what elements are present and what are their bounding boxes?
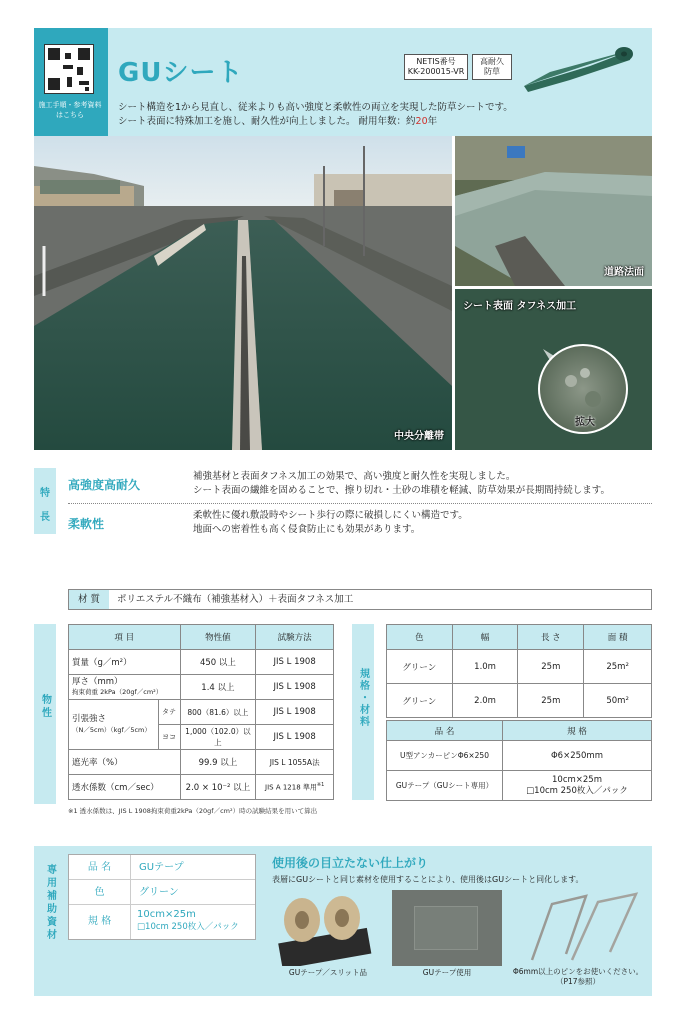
accessory-row-spec: 規 格 10cm×25m □10cm 250枚入／パック bbox=[69, 905, 255, 939]
median-label: 中央分離帯 bbox=[394, 431, 444, 442]
accessory-table bbox=[68, 854, 256, 940]
table-row: 厚さ（mm） 拘束荷重 2kPa（20gf／cm²） 1.4 以上 JIS L 1908 bbox=[69, 675, 334, 700]
page-title: GUシート bbox=[118, 58, 244, 88]
table-row: GUテープ（GUシート専用） 10cm×25m □10cm 250枚入／パック bbox=[387, 771, 652, 801]
specs-side-label: 規格・材料 bbox=[352, 624, 374, 800]
durability-badge: 高耐久防草 bbox=[472, 54, 512, 80]
physical-side-label: 物性 bbox=[34, 624, 56, 804]
table-row: 遮光率（%） 99.9 以上 JIS L 1055A法 bbox=[69, 750, 334, 775]
netis-box bbox=[404, 54, 468, 80]
accessory-heading: 使用後の目立たない仕上がり bbox=[272, 856, 429, 870]
accessory-description: 表層にGUシートと同じ素材を使用することにより、使用後はGUシートと同化します。 bbox=[272, 875, 584, 884]
parts-table: 品 名 規 格 U型アンカーピンΦ6×250 Φ6×250mm GUテープ（GUシート専用） 10cm×25m □10cm 250枚入／パック bbox=[386, 720, 652, 801]
sheet-roll-image bbox=[520, 42, 640, 94]
intro-text: シート構造を1から見直し、従来よりも高い強度と柔軟性の両立を実現した防草シートです。 シート表面に特殊加工を施し、耐久性が向上しました。 耐用年数：約20年 bbox=[118, 102, 513, 127]
slope-photo bbox=[455, 136, 652, 286]
accessory-row-name: 品 名 GUテープ bbox=[69, 855, 255, 880]
slope-label: 道路法面 bbox=[604, 267, 644, 278]
table-row: 引張強さ （N／5cm）（kgf／5cm） タテ 800（81.6）以上 JIS L 1908 bbox=[69, 700, 334, 725]
feature-text-durability: 補強基材と表面タフネス加工の効果で、高い強度と耐久性を実現しました。 シート表面の繊維を固めることで、擦り切れ・土砂の堆積を軽減、防草効果が長期間持続します。 bbox=[193, 471, 611, 496]
anchor-pins-image bbox=[512, 890, 644, 966]
gu-tape-rolls-image bbox=[272, 890, 382, 966]
table-row: 透水係数（cm／sec） 2.0 × 10⁻² 以上 JIS A 1218 準用$^{※1}$ bbox=[69, 775, 334, 800]
accessory-row-color: 色 グリーン bbox=[69, 880, 255, 905]
surface-label: シート表面 タフネス加工 bbox=[463, 301, 577, 312]
physical-footnote: ※1 透水係数は、JIS L 1908拘束荷重2kPa（20gf／cm²）時の試験結果を用いて算出 bbox=[68, 807, 318, 815]
material-label: 材 質 bbox=[69, 590, 109, 609]
qr-code[interactable] bbox=[44, 44, 94, 94]
caption-tape: GUテープ／スリット品 bbox=[288, 968, 368, 977]
caption-pins: Φ6mm以上のピンをお使いください。 （P17参照） bbox=[512, 967, 644, 986]
feature-divider bbox=[68, 503, 652, 504]
surface-photo bbox=[455, 289, 652, 450]
zoom-label: 拡大 bbox=[575, 417, 595, 428]
qr-label: 施工手順・参考資料はこちら bbox=[38, 101, 102, 119]
service-life-years: 20 bbox=[415, 116, 428, 127]
material-row bbox=[68, 589, 652, 610]
physical-table: 項 目 物性値 試験方法 質量（g／m²） 450 以上 JIS L 1908 厚さ（mm） 拘束荷重 2kPa（20gf／cm²） 1.4 以上 JIS L 1908 引張強さ （N／5cm）（kgf／5cm） タテ 800（81.6）以上 JIS L 1908 ヨコ 1,000（102.0）以上 JIS L 1908 遮光率（%） 99.9 以上 JIS L 1055A法 透水係数（cm／sec） 2.0 × 10⁻² 以上 JIS A 1218 準用$^{※1}$ bbox=[68, 624, 334, 800]
feature-text-flexibility: 柔軟性に優れ敷設時やシート歩行の際に破損しにくい構造です。 地面への密着性も高く侵食防止にも効果があります。 bbox=[193, 510, 468, 535]
netis-label: NETIS番号 bbox=[416, 57, 456, 66]
tape-used-image bbox=[392, 890, 502, 966]
netis-number: KK-200015-VR bbox=[407, 67, 465, 76]
material-value: ポリエステル不織布（補強基材入）＋表面タフネス加工 bbox=[117, 594, 354, 605]
table-row: ヨコ 1,000（102.0）以上 JIS L 1908 bbox=[69, 725, 334, 750]
feature-heading-flexibility: 柔軟性 bbox=[68, 517, 105, 531]
median-photo bbox=[34, 136, 452, 450]
feature-heading-durability: 高強度高耐久 bbox=[68, 478, 141, 492]
spec-table: 色 幅 長 さ 面 積 グリーン 1.0m 25m 25m² グリーン 2.0m 25m 50m² bbox=[386, 624, 652, 718]
accessory-side-label: 専用補助資材 bbox=[44, 864, 56, 942]
table-row: U型アンカーピンΦ6×250 Φ6×250mm bbox=[387, 741, 652, 771]
features-side-label: 特 長 bbox=[34, 468, 56, 534]
caption-tape-used: GUテープ使用 bbox=[422, 968, 472, 977]
table-row: 質量（g／m²） 450 以上 JIS L 1908 bbox=[69, 650, 334, 675]
table-row: グリーン 2.0m 25m 50m² bbox=[387, 684, 652, 718]
table-row: グリーン 1.0m 25m 25m² bbox=[387, 650, 652, 684]
